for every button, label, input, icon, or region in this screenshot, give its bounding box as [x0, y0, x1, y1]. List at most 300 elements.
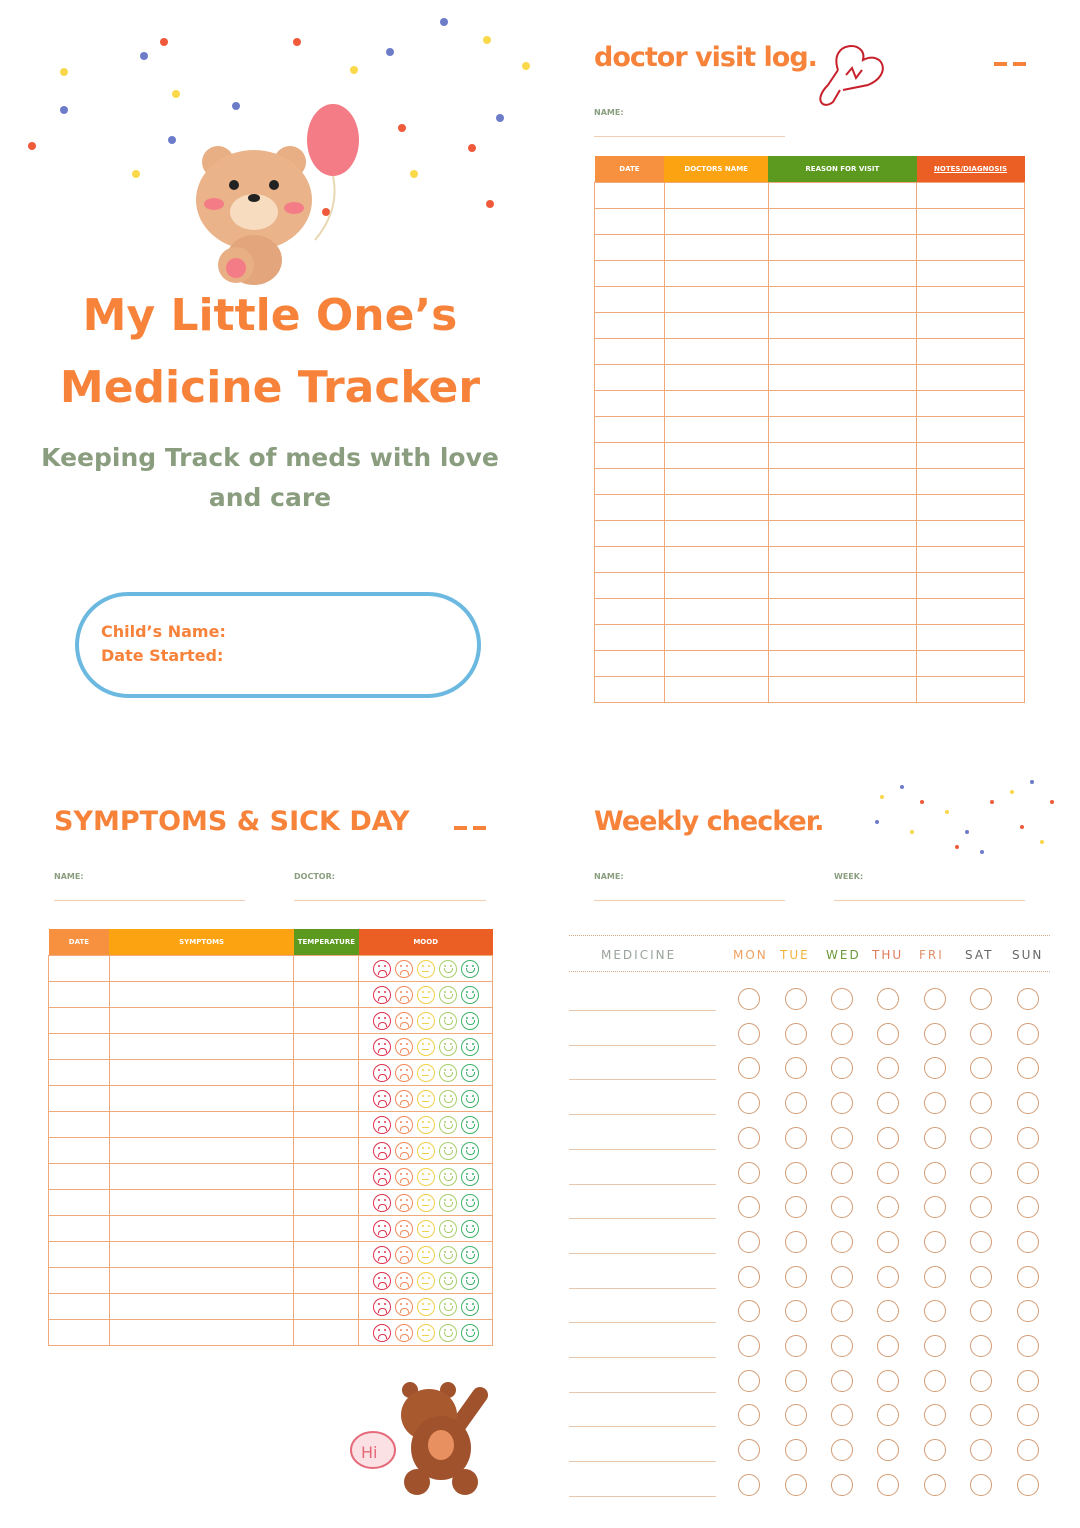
neutral-face-icon[interactable] [417, 1220, 435, 1238]
very-sad-face-icon[interactable] [373, 1012, 391, 1030]
table-cell[interactable] [595, 364, 665, 390]
dose-checkbox[interactable] [785, 1092, 807, 1114]
dose-checkbox[interactable] [970, 1092, 992, 1114]
table-cell[interactable] [595, 260, 665, 286]
dose-checkbox[interactable] [831, 1231, 853, 1253]
medicine-entry-line[interactable] [569, 1288, 716, 1289]
mood-selector[interactable] [359, 1085, 493, 1111]
table-cell[interactable] [664, 234, 768, 260]
neutral-face-icon[interactable] [417, 1194, 435, 1212]
very-sad-face-icon[interactable] [373, 1116, 391, 1134]
table-cell[interactable] [595, 286, 665, 312]
table-cell[interactable] [595, 494, 665, 520]
doctor-log-name-field[interactable] [594, 136, 785, 137]
happy-face-icon[interactable] [439, 986, 457, 1004]
table-cell[interactable] [294, 1111, 359, 1137]
dose-checkbox[interactable] [1017, 1127, 1039, 1149]
dose-checkbox[interactable] [785, 1300, 807, 1322]
table-cell[interactable] [294, 1215, 359, 1241]
neutral-face-icon[interactable] [417, 1168, 435, 1186]
sad-face-icon[interactable] [395, 1168, 413, 1186]
table-cell[interactable] [595, 468, 665, 494]
table-cell[interactable] [917, 286, 1025, 312]
very-sad-face-icon[interactable] [373, 1246, 391, 1264]
table-cell[interactable] [109, 1267, 294, 1293]
dose-checkbox[interactable] [924, 1335, 946, 1357]
dose-checkbox[interactable] [924, 1370, 946, 1392]
medicine-entry-line[interactable] [569, 1357, 716, 1358]
dose-checkbox[interactable] [924, 1439, 946, 1461]
very-happy-face-icon[interactable] [461, 1324, 479, 1342]
dose-checkbox[interactable] [970, 1057, 992, 1079]
dose-checkbox[interactable] [924, 1300, 946, 1322]
dose-checkbox[interactable] [831, 1127, 853, 1149]
mood-selector[interactable] [359, 1163, 493, 1189]
very-sad-face-icon[interactable] [373, 1194, 391, 1212]
sad-face-icon[interactable] [395, 1272, 413, 1290]
dose-checkbox[interactable] [970, 1023, 992, 1045]
sad-face-icon[interactable] [395, 1246, 413, 1264]
sad-face-icon[interactable] [395, 1116, 413, 1134]
table-cell[interactable] [49, 955, 110, 981]
table-cell[interactable] [917, 676, 1025, 702]
table-cell[interactable] [664, 208, 768, 234]
table-cell[interactable] [664, 260, 768, 286]
dose-checkbox[interactable] [970, 1300, 992, 1322]
table-cell[interactable] [768, 650, 917, 676]
dose-checkbox[interactable] [785, 988, 807, 1010]
dose-checkbox[interactable] [738, 1404, 760, 1426]
happy-face-icon[interactable] [439, 1246, 457, 1264]
table-cell[interactable] [109, 1111, 294, 1137]
table-cell[interactable] [294, 1059, 359, 1085]
dose-checkbox[interactable] [970, 1404, 992, 1426]
happy-face-icon[interactable] [439, 1298, 457, 1316]
dose-checkbox[interactable] [738, 1370, 760, 1392]
mood-selector[interactable] [359, 1033, 493, 1059]
dose-checkbox[interactable] [1017, 1196, 1039, 1218]
happy-face-icon[interactable] [439, 1272, 457, 1290]
dose-checkbox[interactable] [831, 1196, 853, 1218]
dose-checkbox[interactable] [924, 1196, 946, 1218]
dose-checkbox[interactable] [970, 1127, 992, 1149]
medicine-entry-line[interactable] [569, 1496, 716, 1497]
table-cell[interactable] [768, 364, 917, 390]
table-cell[interactable] [664, 338, 768, 364]
table-cell[interactable] [917, 208, 1025, 234]
table-cell[interactable] [595, 546, 665, 572]
table-cell[interactable] [917, 234, 1025, 260]
table-cell[interactable] [109, 1163, 294, 1189]
neutral-face-icon[interactable] [417, 1038, 435, 1056]
table-cell[interactable] [294, 1137, 359, 1163]
table-cell[interactable] [109, 1085, 294, 1111]
neutral-face-icon[interactable] [417, 1090, 435, 1108]
table-cell[interactable] [294, 1189, 359, 1215]
neutral-face-icon[interactable] [417, 1246, 435, 1264]
happy-face-icon[interactable] [439, 1220, 457, 1238]
table-cell[interactable] [664, 520, 768, 546]
table-cell[interactable] [768, 390, 917, 416]
table-cell[interactable] [917, 182, 1025, 208]
dose-checkbox[interactable] [924, 1127, 946, 1149]
very-happy-face-icon[interactable] [461, 1012, 479, 1030]
dose-checkbox[interactable] [924, 1266, 946, 1288]
very-happy-face-icon[interactable] [461, 1090, 479, 1108]
dose-checkbox[interactable] [1017, 1057, 1039, 1079]
dose-checkbox[interactable] [924, 1404, 946, 1426]
dose-checkbox[interactable] [924, 1092, 946, 1114]
table-cell[interactable] [109, 1319, 294, 1345]
dose-checkbox[interactable] [924, 1231, 946, 1253]
neutral-face-icon[interactable] [417, 1324, 435, 1342]
table-cell[interactable] [768, 442, 917, 468]
dose-checkbox[interactable] [924, 1474, 946, 1496]
dose-checkbox[interactable] [1017, 1335, 1039, 1357]
dose-checkbox[interactable] [785, 1474, 807, 1496]
dose-checkbox[interactable] [1017, 1023, 1039, 1045]
dose-checkbox[interactable] [924, 1057, 946, 1079]
table-cell[interactable] [109, 1033, 294, 1059]
table-cell[interactable] [664, 364, 768, 390]
sad-face-icon[interactable] [395, 1012, 413, 1030]
sad-face-icon[interactable] [395, 986, 413, 1004]
happy-face-icon[interactable] [439, 1168, 457, 1186]
medicine-entry-line[interactable] [569, 1045, 716, 1046]
dose-checkbox[interactable] [1017, 1162, 1039, 1184]
symptoms-doctor-field[interactable] [294, 900, 486, 901]
dose-checkbox[interactable] [738, 1335, 760, 1357]
medicine-entry-line[interactable] [569, 1114, 716, 1115]
dose-checkbox[interactable] [877, 1023, 899, 1045]
dose-checkbox[interactable] [877, 1231, 899, 1253]
table-cell[interactable] [768, 312, 917, 338]
very-sad-face-icon[interactable] [373, 1142, 391, 1160]
dose-checkbox[interactable] [831, 1300, 853, 1322]
dose-checkbox[interactable] [924, 988, 946, 1010]
table-cell[interactable] [49, 1293, 110, 1319]
table-cell[interactable] [917, 520, 1025, 546]
happy-face-icon[interactable] [439, 1324, 457, 1342]
dose-checkbox[interactable] [738, 1057, 760, 1079]
very-happy-face-icon[interactable] [461, 1116, 479, 1134]
very-happy-face-icon[interactable] [461, 1142, 479, 1160]
table-cell[interactable] [49, 1163, 110, 1189]
dose-checkbox[interactable] [738, 988, 760, 1010]
table-cell[interactable] [768, 468, 917, 494]
dose-checkbox[interactable] [970, 1266, 992, 1288]
dose-checkbox[interactable] [1017, 1474, 1039, 1496]
dose-checkbox[interactable] [831, 1439, 853, 1461]
table-cell[interactable] [917, 312, 1025, 338]
neutral-face-icon[interactable] [417, 1012, 435, 1030]
happy-face-icon[interactable] [439, 1038, 457, 1056]
mood-selector[interactable] [359, 1007, 493, 1033]
weekly-name-field[interactable] [594, 900, 785, 901]
medicine-entry-line[interactable] [569, 1461, 716, 1462]
dose-checkbox[interactable] [785, 1127, 807, 1149]
table-cell[interactable] [664, 676, 768, 702]
table-cell[interactable] [917, 416, 1025, 442]
very-happy-face-icon[interactable] [461, 1168, 479, 1186]
dose-checkbox[interactable] [738, 1439, 760, 1461]
table-cell[interactable] [595, 572, 665, 598]
dose-checkbox[interactable] [831, 1404, 853, 1426]
table-cell[interactable] [294, 981, 359, 1007]
table-cell[interactable] [917, 546, 1025, 572]
very-happy-face-icon[interactable] [461, 1194, 479, 1212]
table-cell[interactable] [917, 572, 1025, 598]
table-cell[interactable] [49, 1059, 110, 1085]
table-cell[interactable] [49, 1085, 110, 1111]
dose-checkbox[interactable] [831, 1057, 853, 1079]
dose-checkbox[interactable] [877, 1127, 899, 1149]
dose-checkbox[interactable] [877, 1370, 899, 1392]
dose-checkbox[interactable] [1017, 1092, 1039, 1114]
table-cell[interactable] [664, 416, 768, 442]
sad-face-icon[interactable] [395, 1142, 413, 1160]
dose-checkbox[interactable] [785, 1231, 807, 1253]
dose-checkbox[interactable] [738, 1266, 760, 1288]
dose-checkbox[interactable] [970, 1162, 992, 1184]
very-happy-face-icon[interactable] [461, 960, 479, 978]
sad-face-icon[interactable] [395, 960, 413, 978]
table-cell[interactable] [917, 260, 1025, 286]
table-cell[interactable] [917, 364, 1025, 390]
medicine-entry-line[interactable] [569, 1149, 716, 1150]
table-cell[interactable] [109, 955, 294, 981]
dose-checkbox[interactable] [924, 1162, 946, 1184]
sad-face-icon[interactable] [395, 1038, 413, 1056]
sad-face-icon[interactable] [395, 1298, 413, 1316]
very-happy-face-icon[interactable] [461, 1246, 479, 1264]
table-cell[interactable] [109, 1007, 294, 1033]
very-sad-face-icon[interactable] [373, 986, 391, 1004]
sad-face-icon[interactable] [395, 1064, 413, 1082]
table-cell[interactable] [109, 981, 294, 1007]
sad-face-icon[interactable] [395, 1090, 413, 1108]
medicine-entry-line[interactable] [569, 1184, 716, 1185]
table-cell[interactable] [109, 1215, 294, 1241]
table-cell[interactable] [49, 1241, 110, 1267]
table-cell[interactable] [664, 624, 768, 650]
weekly-week-field[interactable] [834, 900, 1025, 901]
very-sad-face-icon[interactable] [373, 1064, 391, 1082]
dose-checkbox[interactable] [831, 1092, 853, 1114]
table-cell[interactable] [768, 494, 917, 520]
table-cell[interactable] [294, 1319, 359, 1345]
dose-checkbox[interactable] [877, 1404, 899, 1426]
dose-checkbox[interactable] [738, 1196, 760, 1218]
dose-checkbox[interactable] [785, 1335, 807, 1357]
happy-face-icon[interactable] [439, 1194, 457, 1212]
happy-face-icon[interactable] [439, 1090, 457, 1108]
table-cell[interactable] [768, 260, 917, 286]
dose-checkbox[interactable] [785, 1266, 807, 1288]
medicine-entry-line[interactable] [569, 1322, 716, 1323]
table-cell[interactable] [294, 1033, 359, 1059]
table-cell[interactable] [595, 650, 665, 676]
table-cell[interactable] [917, 468, 1025, 494]
dose-checkbox[interactable] [831, 988, 853, 1010]
table-cell[interactable] [768, 208, 917, 234]
table-cell[interactable] [49, 1007, 110, 1033]
dose-checkbox[interactable] [970, 1196, 992, 1218]
medicine-entry-line[interactable] [569, 1010, 716, 1011]
table-cell[interactable] [595, 416, 665, 442]
mood-selector[interactable] [359, 1293, 493, 1319]
mood-selector[interactable] [359, 1111, 493, 1137]
table-cell[interactable] [768, 598, 917, 624]
very-sad-face-icon[interactable] [373, 1220, 391, 1238]
sad-face-icon[interactable] [395, 1194, 413, 1212]
table-cell[interactable] [49, 1137, 110, 1163]
table-cell[interactable] [49, 1189, 110, 1215]
very-sad-face-icon[interactable] [373, 1038, 391, 1056]
table-cell[interactable] [49, 1319, 110, 1345]
table-cell[interactable] [664, 572, 768, 598]
table-cell[interactable] [664, 650, 768, 676]
table-cell[interactable] [917, 390, 1025, 416]
table-cell[interactable] [595, 520, 665, 546]
table-cell[interactable] [768, 338, 917, 364]
dose-checkbox[interactable] [970, 1231, 992, 1253]
dose-checkbox[interactable] [877, 1266, 899, 1288]
table-cell[interactable] [595, 442, 665, 468]
table-cell[interactable] [595, 338, 665, 364]
table-cell[interactable] [595, 676, 665, 702]
medicine-entry-line[interactable] [569, 1392, 716, 1393]
medicine-entry-line[interactable] [569, 1079, 716, 1080]
dose-checkbox[interactable] [831, 1162, 853, 1184]
happy-face-icon[interactable] [439, 1012, 457, 1030]
very-happy-face-icon[interactable] [461, 1272, 479, 1290]
medicine-entry-line[interactable] [569, 1253, 716, 1254]
table-cell[interactable] [768, 182, 917, 208]
table-cell[interactable] [595, 182, 665, 208]
table-cell[interactable] [595, 598, 665, 624]
table-cell[interactable] [294, 955, 359, 981]
table-cell[interactable] [768, 624, 917, 650]
dose-checkbox[interactable] [831, 1266, 853, 1288]
dose-checkbox[interactable] [785, 1196, 807, 1218]
dose-checkbox[interactable] [970, 1474, 992, 1496]
table-cell[interactable] [49, 981, 110, 1007]
very-sad-face-icon[interactable] [373, 1090, 391, 1108]
happy-face-icon[interactable] [439, 1142, 457, 1160]
table-cell[interactable] [109, 1059, 294, 1085]
dose-checkbox[interactable] [1017, 1370, 1039, 1392]
mood-selector[interactable] [359, 1189, 493, 1215]
table-cell[interactable] [109, 1241, 294, 1267]
dose-checkbox[interactable] [1017, 988, 1039, 1010]
happy-face-icon[interactable] [439, 1064, 457, 1082]
table-cell[interactable] [768, 676, 917, 702]
table-cell[interactable] [664, 286, 768, 312]
neutral-face-icon[interactable] [417, 1272, 435, 1290]
table-cell[interactable] [294, 1293, 359, 1319]
happy-face-icon[interactable] [439, 960, 457, 978]
dose-checkbox[interactable] [785, 1404, 807, 1426]
table-cell[interactable] [917, 442, 1025, 468]
table-cell[interactable] [917, 338, 1025, 364]
dose-checkbox[interactable] [970, 1439, 992, 1461]
table-cell[interactable] [294, 1007, 359, 1033]
table-cell[interactable] [768, 286, 917, 312]
table-cell[interactable] [294, 1085, 359, 1111]
dose-checkbox[interactable] [831, 1335, 853, 1357]
childs-name-label[interactable]: Child’s Name: [101, 622, 226, 641]
dose-checkbox[interactable] [970, 988, 992, 1010]
dose-checkbox[interactable] [738, 1162, 760, 1184]
table-cell[interactable] [49, 1215, 110, 1241]
very-sad-face-icon[interactable] [373, 1324, 391, 1342]
dose-checkbox[interactable] [877, 1162, 899, 1184]
dose-checkbox[interactable] [831, 1474, 853, 1496]
dose-checkbox[interactable] [831, 1023, 853, 1045]
mood-selector[interactable] [359, 1215, 493, 1241]
table-cell[interactable] [294, 1267, 359, 1293]
dose-checkbox[interactable] [877, 1335, 899, 1357]
dose-checkbox[interactable] [785, 1439, 807, 1461]
table-cell[interactable] [664, 312, 768, 338]
table-cell[interactable] [664, 468, 768, 494]
dose-checkbox[interactable] [738, 1231, 760, 1253]
very-sad-face-icon[interactable] [373, 1168, 391, 1186]
very-happy-face-icon[interactable] [461, 986, 479, 1004]
mood-selector[interactable] [359, 955, 493, 981]
dose-checkbox[interactable] [1017, 1300, 1039, 1322]
table-cell[interactable] [768, 520, 917, 546]
dose-checkbox[interactable] [785, 1057, 807, 1079]
table-cell[interactable] [294, 1163, 359, 1189]
neutral-face-icon[interactable] [417, 1142, 435, 1160]
table-cell[interactable] [768, 234, 917, 260]
very-sad-face-icon[interactable] [373, 1298, 391, 1316]
dose-checkbox[interactable] [738, 1300, 760, 1322]
table-cell[interactable] [768, 416, 917, 442]
dose-checkbox[interactable] [785, 1162, 807, 1184]
table-cell[interactable] [109, 1293, 294, 1319]
table-cell[interactable] [664, 390, 768, 416]
table-cell[interactable] [664, 598, 768, 624]
dose-checkbox[interactable] [877, 1092, 899, 1114]
dose-checkbox[interactable] [877, 1439, 899, 1461]
table-cell[interactable] [49, 1267, 110, 1293]
neutral-face-icon[interactable] [417, 1116, 435, 1134]
dose-checkbox[interactable] [1017, 1266, 1039, 1288]
very-sad-face-icon[interactable] [373, 1272, 391, 1290]
neutral-face-icon[interactable] [417, 1298, 435, 1316]
table-cell[interactable] [664, 182, 768, 208]
very-happy-face-icon[interactable] [461, 1220, 479, 1238]
mood-selector[interactable] [359, 1319, 493, 1345]
dose-checkbox[interactable] [738, 1127, 760, 1149]
dose-checkbox[interactable] [877, 1474, 899, 1496]
sad-face-icon[interactable] [395, 1220, 413, 1238]
table-cell[interactable] [917, 650, 1025, 676]
table-cell[interactable] [664, 546, 768, 572]
table-cell[interactable] [917, 624, 1025, 650]
dose-checkbox[interactable] [877, 1196, 899, 1218]
dose-checkbox[interactable] [738, 1474, 760, 1496]
dose-checkbox[interactable] [877, 988, 899, 1010]
table-cell[interactable] [109, 1137, 294, 1163]
very-happy-face-icon[interactable] [461, 1298, 479, 1316]
dose-checkbox[interactable] [1017, 1439, 1039, 1461]
table-cell[interactable] [917, 494, 1025, 520]
mood-selector[interactable] [359, 1059, 493, 1085]
